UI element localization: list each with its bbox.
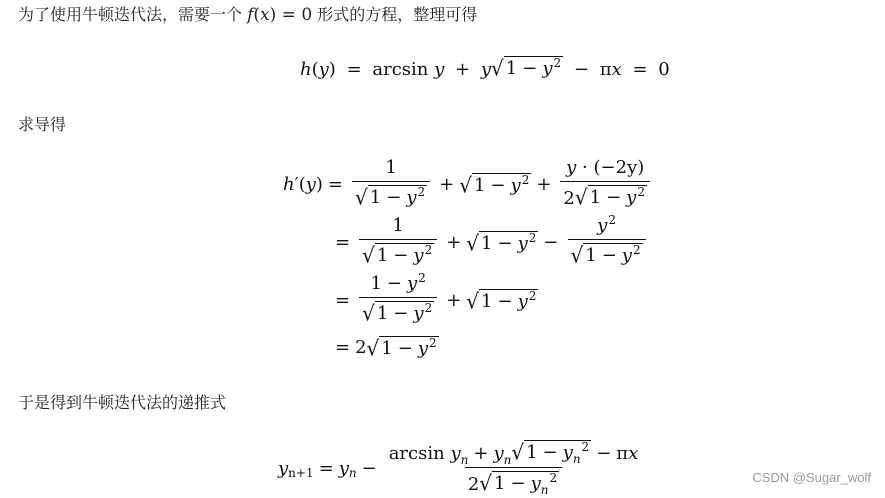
inline-equation: f(x) = 0 [247, 5, 313, 25]
fraction: y · (−2y) 2 √ $1 - y^2$ [560, 158, 650, 209]
intro-text: 为了使用牛顿迭代法，需要一个 f(x) = 0 形式的方程，整理可得 [18, 5, 478, 25]
sqrt-expression: √ $1 - y^2$ [491, 55, 562, 81]
recurrence-label: 于是得到牛顿迭代法的递推式 [18, 393, 227, 412]
fraction: $\arcsin y_n + y_n$ √ $1 - y_n^2$ − πx 2 √ $1 - y_n^2$ [388, 439, 639, 497]
derivative-line-1: h ′ ( y ) = 1 √ $1 - y^2$ + √ $1 - y^2$ + y · (−2y) 2 √ $1 - y^2$ [283, 156, 654, 212]
derivative-line-2: = 1 √ $1 - y^2$ + √ $1 - y^2$ − $y^2$ √ $1 - y^2$ [330, 214, 650, 270]
derivative-line-3: = $1 - y^2$ √ $1 - y^2$ + √ $1 - y^2$ [335, 271, 537, 326]
newton-recurrence: y n+1 = y n − $\arcsin y_n + y_n$ √ $1 - y_n^2$ − πx 2 √ $1 - y_n^2$ [278, 440, 645, 496]
watermark: CSDN @Sugar_wolf [752, 470, 871, 485]
fraction: 1 √ $1 - y^2$ [352, 158, 430, 209]
derivative-line-4: = 2 √ $1 - y^2$ [335, 335, 437, 361]
derive-label: 求导得 [18, 115, 67, 134]
equation-h: h(y) = arcsin y + y √ $1 - y^2$ − πx = 0 [300, 55, 670, 81]
